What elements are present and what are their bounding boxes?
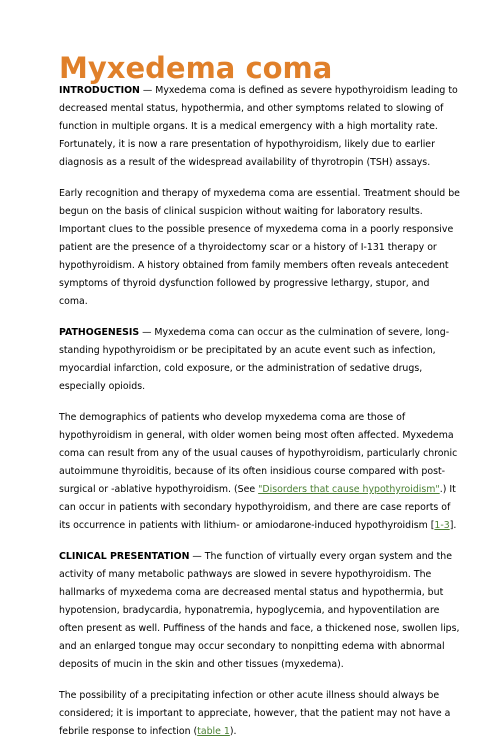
link-disorders-hypothyroidism[interactable]: "Disorders that cause hypothyroidism" bbox=[258, 484, 440, 495]
clues-paragraph: Early recognition and therapy of myxedema coma are essential. Treatment should be begun on the basis of clinical suspicion without waiting for laboratory results. Important clues to the possible presence of myxedema coma in a poorly responsive patient are the presence of a thyroidectomy scar or a history of I-131 therapy or hypothyroidism. A history obtained from family members often reveals antecedent symptoms of thyroid dysfunction followed by progressive lethargy, stupor, and coma. bbox=[59, 188, 460, 307]
page-title: Myxedema coma bbox=[59, 51, 333, 85]
demographics-text-1: The demographics of patients who develop myxedema coma are those of hypothyroidism in general, with older women being most often affected. Myxedema coma can result from any of the usual causes of hypothyroidism, particularly chronic autoimmune thyroiditis, because of its often insidious course compared with post-surgical or -ablative hypothyroidism. (See bbox=[59, 412, 458, 495]
pathogenesis-heading: PATHOGENESIS bbox=[59, 327, 140, 338]
intro-paragraph bbox=[59, 82, 461, 172]
clinical-paragraph bbox=[59, 548, 461, 674]
article-body bbox=[59, 82, 461, 754]
intro-heading: INTRODUCTION bbox=[59, 85, 140, 96]
intro-text: — Myxedema coma is defined as severe hypothyroidism leading to decreased mental status, hypothermia, and other symptoms related to slowing of function in multiple organs. It is a medical emergency with a high mortality rate. Fortunately, it is now a rare presentation of hypothyroidism, likely due to earlier diagnosis as a result of the widespread availability of thyrotropin (TSH) assays. bbox=[59, 85, 458, 168]
clinical-heading: CLINICAL PRESENTATION bbox=[59, 551, 190, 562]
reference-link-1-3[interactable]: 1-3 bbox=[434, 520, 450, 531]
clinical-text: — The function of virtually every organ system and the activity of many metabolic pathways are slowed in severe hypothyroidism. The hallmarks of myxedema coma are decreased mental status and hypothermia, but hypotension, bradycardia, hyponatremia, hypoglycemia, and hypoventilation are often present as well. Puffiness of the hands and face, a thickened nose, swollen lips, and an enlarged tongue may occur secondary to nonpitting edema with abnormal deposits of mucin in the skin and other tissues (myxedema). bbox=[59, 551, 460, 670]
infection-paragraph bbox=[59, 687, 461, 741]
pathogenesis-text: — Myxedema coma can occur as the culmination of severe, long-standing hypothyroidism or be precipitated by an acute event such as infection, myocardial infarction, cold exposure, or the administration of sedative drugs, especially opioids. bbox=[59, 327, 450, 392]
table-1-link[interactable]: table 1 bbox=[197, 726, 230, 737]
pathogenesis-paragraph bbox=[59, 324, 461, 396]
demographics-paragraph bbox=[59, 409, 461, 535]
demographics-text-2: .) It can occur in patients with secondary hypothyroidism, and there are case reports of its occurrence in patients with lithium- or amiodarone-induced hypothyroidism [ bbox=[59, 484, 456, 531]
infection-text-2: ). bbox=[229, 726, 237, 737]
infection-text-1: The possibility of a precipitating infection or other acute illness should always be considered; it is important to appreciate, however, that the patient may not have a febrile response to infection ( bbox=[59, 690, 451, 737]
demographics-text-3: ]. bbox=[449, 520, 457, 531]
